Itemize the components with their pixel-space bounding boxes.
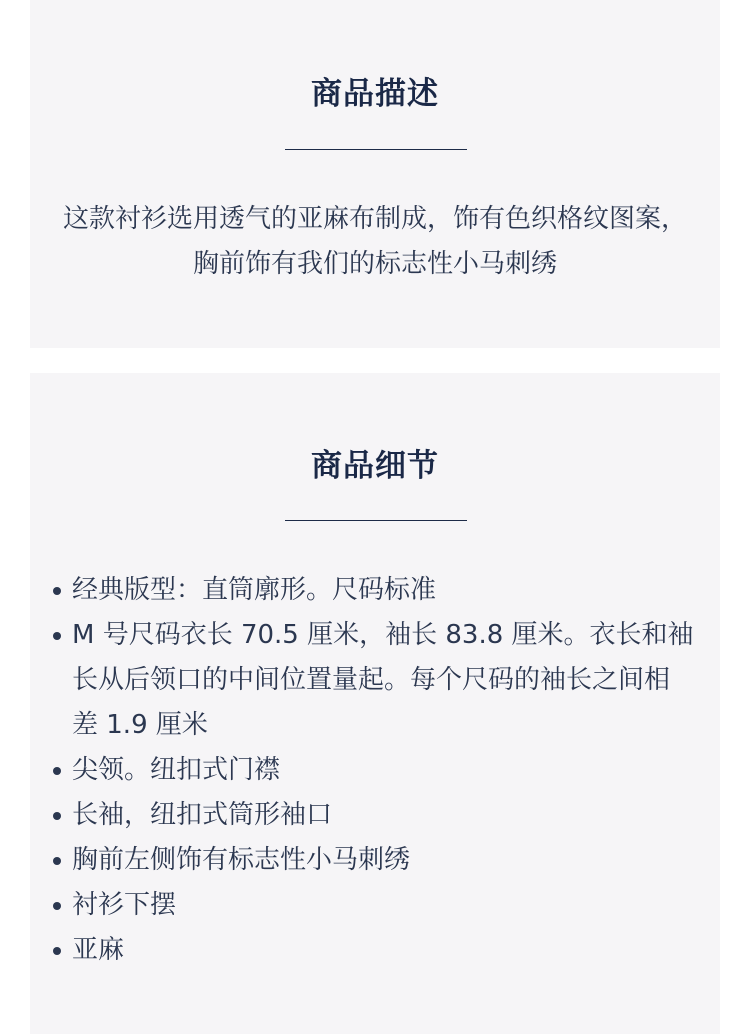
list-item <box>72 613 694 748</box>
bullet-icon <box>53 947 61 955</box>
bullet-icon <box>53 767 61 775</box>
product-description-text: 这款衬衫选用透气的亚麻布制成，饰有色织格纹图案，胸前饰有我们的标志性小马刺绣 <box>62 204 687 279</box>
title-divider <box>285 149 467 150</box>
list-item-text: 亚麻 <box>72 935 125 965</box>
bullet-icon <box>53 632 61 640</box>
list-item-text: 经典版型：直筒廓形。尺码标准 <box>72 575 437 605</box>
bullet-icon <box>53 587 61 595</box>
bullet-icon <box>53 857 61 865</box>
list-item <box>72 928 694 973</box>
product-details-list <box>30 568 720 973</box>
list-item <box>72 568 694 613</box>
list-item-text: M 号尺码衣长 70.5 厘米，袖长 83.8 厘米。衣长和袖长从后领口的中间位置量起。每个尺码的袖长之间相差 1.9 厘米 <box>72 620 694 740</box>
list-item-text: 胸前左侧饰有标志性小马刺绣 <box>72 845 411 875</box>
list-item-text: 衬衫下摆 <box>72 890 177 920</box>
bullet-icon <box>53 812 61 820</box>
product-description-card <box>30 0 720 348</box>
list-item <box>72 883 694 928</box>
list-item-text: 长袖，纽扣式筒形袖口 <box>72 800 333 830</box>
bullet-icon <box>53 902 61 910</box>
list-item <box>72 748 694 793</box>
title-divider <box>285 520 467 521</box>
list-item-text: 尖领。纽扣式门襟 <box>72 755 281 785</box>
product-details-title: 商品细节 <box>311 448 439 484</box>
list-item <box>72 793 694 838</box>
product-description-title: 商品描述 <box>311 76 439 112</box>
list-item <box>72 838 694 883</box>
product-details-card <box>30 373 720 1034</box>
